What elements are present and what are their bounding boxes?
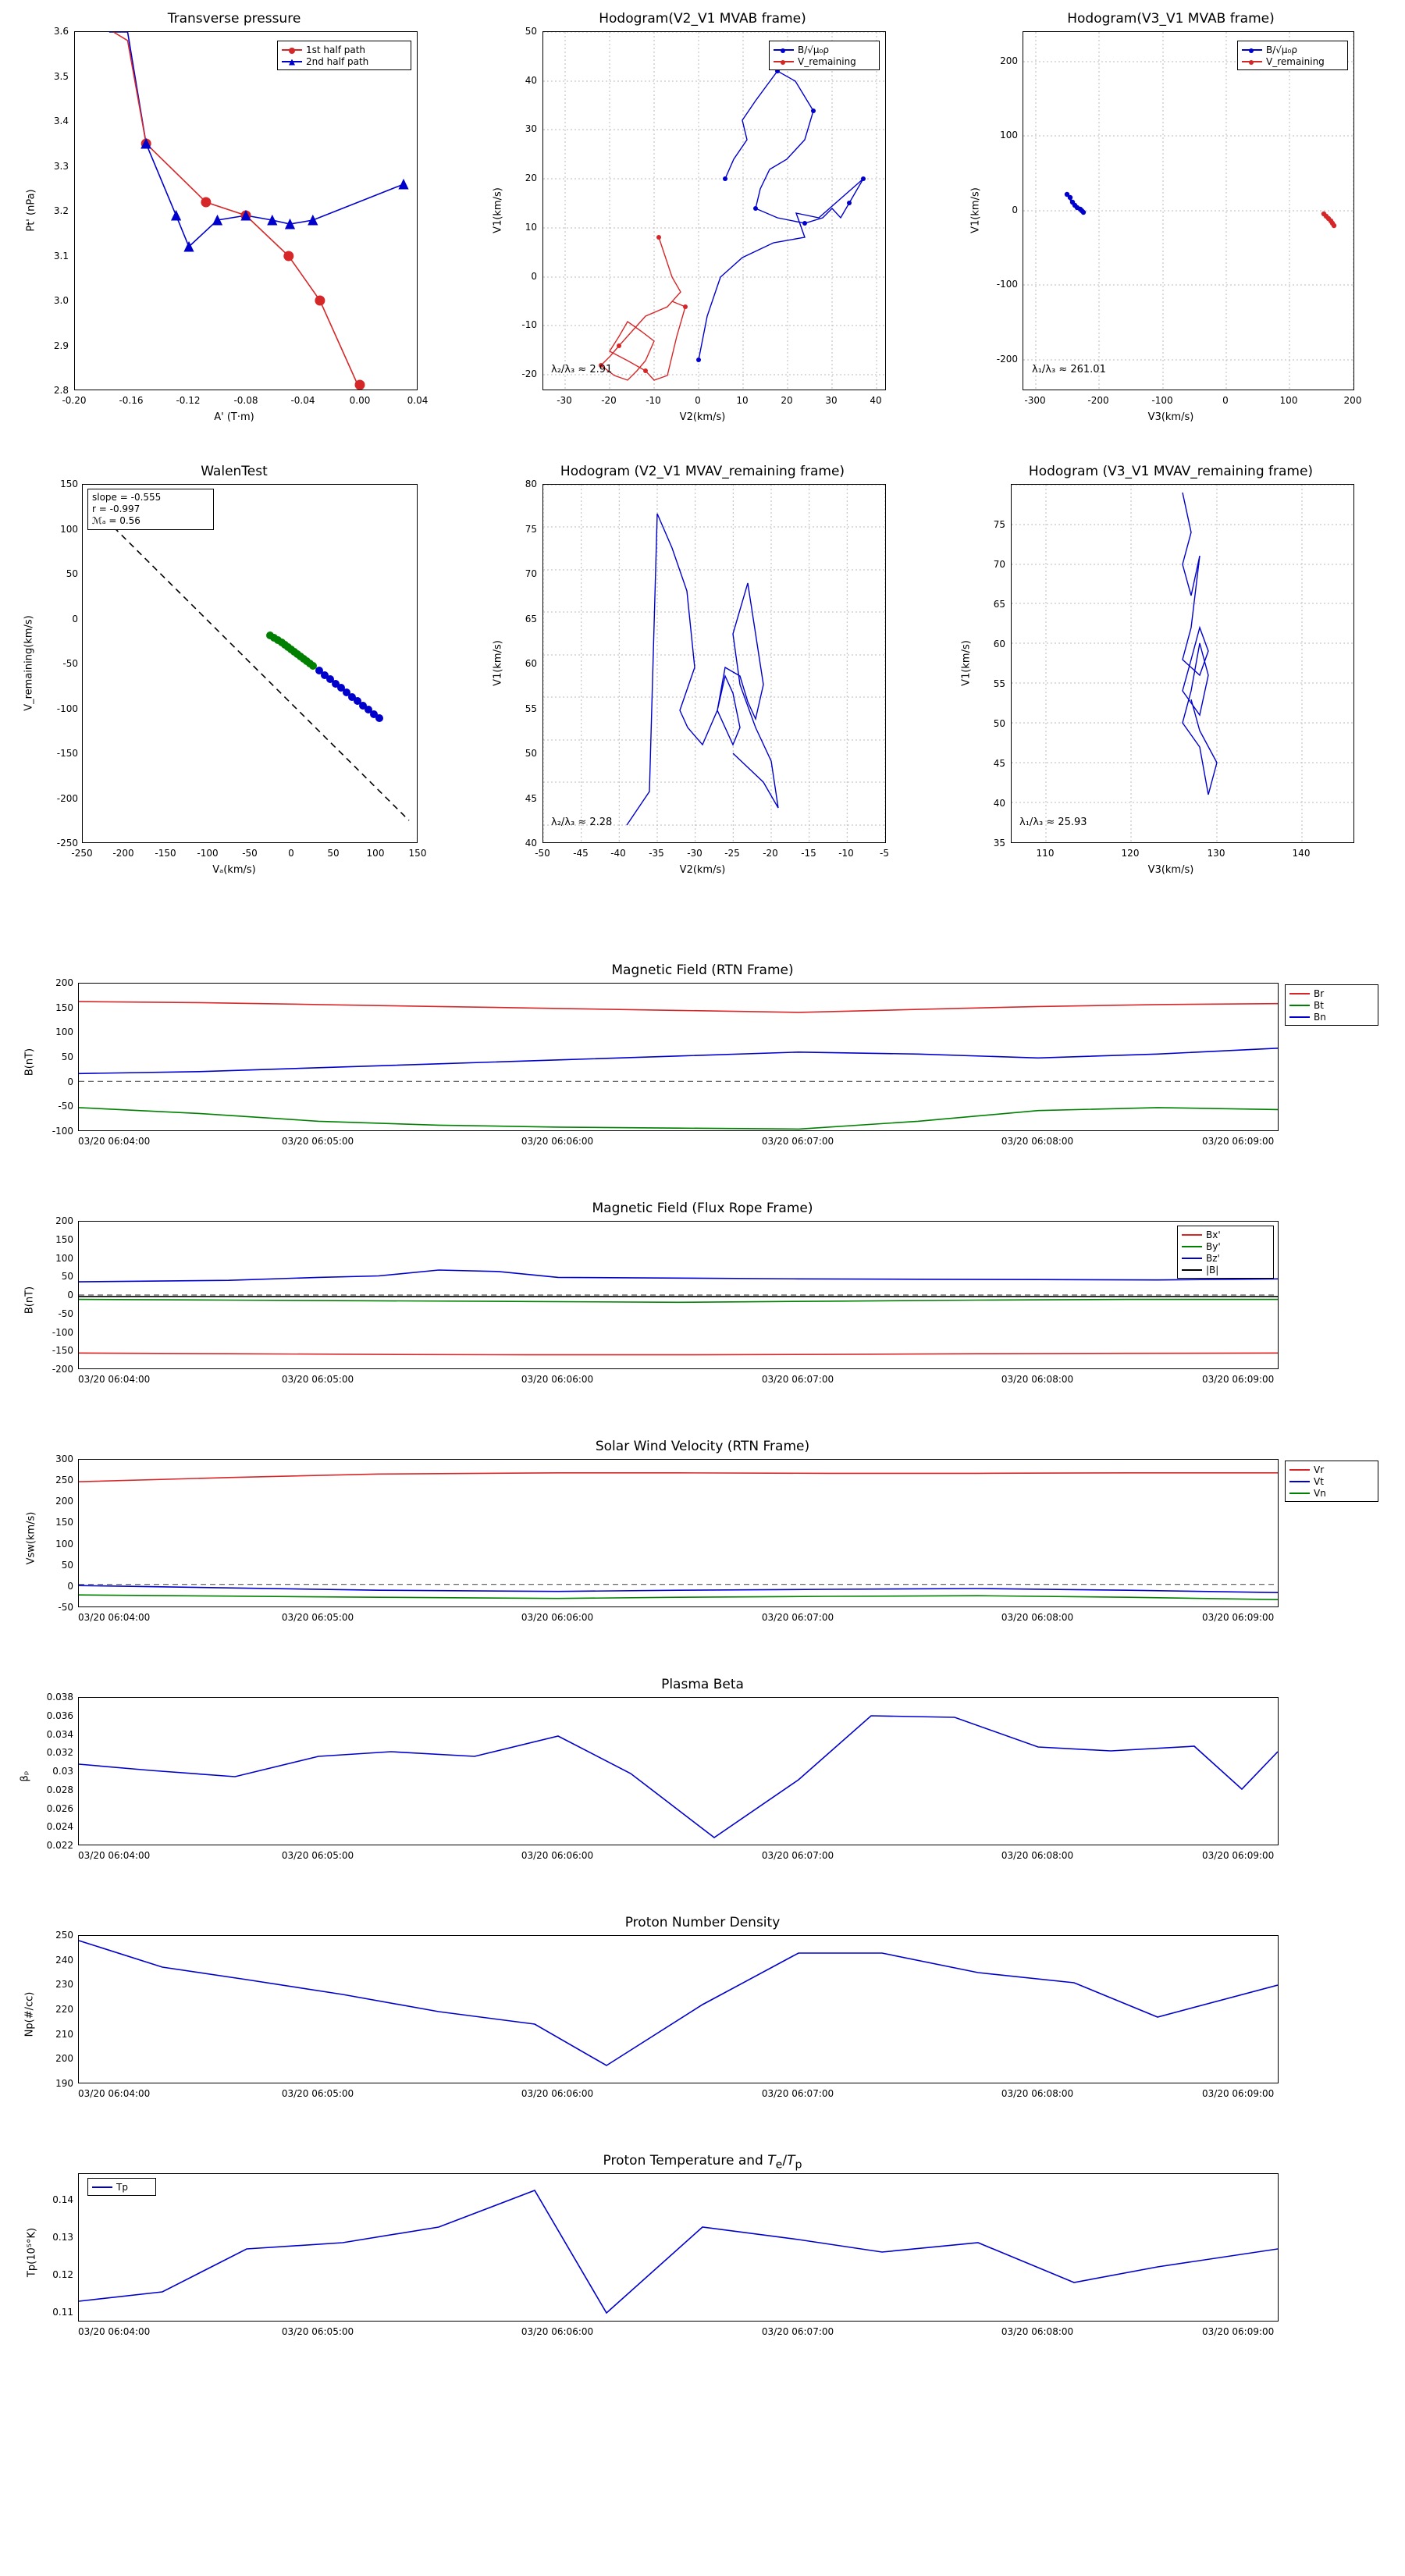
x-tick: 130 [1207, 848, 1225, 859]
y-tick: 3.4 [53, 116, 69, 126]
y-tick: 200 [55, 1215, 73, 1226]
y-axis-label: B(nT) [23, 1286, 36, 1315]
x-tick: -5 [880, 848, 889, 859]
plot-area [542, 484, 886, 843]
legend [1237, 41, 1348, 70]
legend-item: Bt [1289, 999, 1374, 1011]
legend-item: Vr [1289, 1464, 1374, 1475]
x-tick: 03/20 06:09:00 [1202, 2326, 1275, 2337]
fit-slope: slope = -0.555 [92, 492, 162, 503]
x-tick: 03/20 06:04:00 [78, 1850, 151, 1861]
legend-item: Bz' [1182, 1252, 1269, 1264]
legend [1285, 984, 1378, 1026]
eigenvalue-ratio-annotation: λ₂/λ₃ ≈ 2.91 [551, 364, 613, 375]
legend-item: Tp [92, 2181, 151, 2193]
x-axis-label: Vₐ(km/s) [212, 864, 256, 876]
y-axis-label: B(nT) [23, 1048, 36, 1076]
y-tick: 250 [55, 1475, 73, 1486]
y-tick: 240 [55, 1954, 73, 1966]
y-tick: 0.11 [52, 2307, 73, 2318]
y-tick: 220 [55, 2004, 73, 2015]
y-tick: 60 [525, 658, 537, 669]
y-tick: 0.036 [46, 1710, 73, 1721]
y-tick: 0.022 [46, 1840, 73, 1851]
y-tick: 100 [1000, 130, 1018, 141]
x-tick: 03/20 06:06:00 [521, 1136, 594, 1147]
x-tick: 100 [366, 848, 385, 859]
x-tick: 03/20 06:09:00 [1202, 1612, 1275, 1623]
x-tick: 03/20 06:05:00 [281, 1136, 354, 1147]
y-tick: -200 [56, 792, 78, 804]
x-axis-label: V2(km/s) [679, 411, 726, 423]
x-tick: -100 [197, 848, 219, 859]
y-tick: 50 [993, 718, 1005, 729]
panel-magnetic-field-rtn [0, 956, 1405, 1183]
x-tick: 100 [1279, 395, 1298, 406]
y-tick: 0.028 [46, 1784, 73, 1795]
plot-svg [1023, 32, 1353, 390]
legend-item: Vn [1289, 1487, 1374, 1499]
y-tick: 45 [993, 758, 1005, 769]
panel-title: Hodogram (V3_V1 MVAV_remaining frame) [1028, 464, 1314, 479]
y-tick: 0.034 [46, 1728, 73, 1740]
legend-item: 1st half path [282, 44, 407, 55]
y-tick: 75 [993, 519, 1005, 530]
plot-area [78, 1221, 1279, 1369]
y-tick: 40 [525, 75, 537, 86]
y-tick: 0.024 [46, 1821, 73, 1833]
x-tick: 03/20 06:08:00 [1001, 2088, 1074, 2099]
x-tick: 03/20 06:06:00 [521, 1612, 594, 1623]
legend-item: Vt [1289, 1475, 1374, 1487]
x-tick: -35 [649, 848, 664, 859]
y-tick: -10 [521, 319, 537, 330]
y-tick: 300 [55, 1453, 73, 1464]
y-tick: -100 [52, 1126, 73, 1137]
x-tick: 03/20 06:04:00 [78, 2088, 151, 2099]
plot-area [78, 1697, 1279, 1845]
y-tick: 20 [525, 173, 537, 183]
y-tick: 50 [525, 26, 537, 37]
x-tick: 03/20 06:08:00 [1001, 1136, 1074, 1147]
plot-svg [543, 485, 885, 842]
y-axis-label: Vsw(km/s) [25, 1511, 37, 1565]
x-tick: 03/20 06:04:00 [78, 1374, 151, 1385]
x-tick: 03/20 06:07:00 [761, 2088, 834, 2099]
legend-item: Br [1289, 987, 1374, 999]
y-axis-label: V1(km/s) [960, 640, 973, 686]
x-tick: 0.00 [349, 395, 371, 406]
panel-title: Magnetic Field (RTN Frame) [611, 962, 794, 978]
x-tick: 03/20 06:08:00 [1001, 2326, 1074, 2337]
legend-item: By' [1182, 1240, 1269, 1252]
y-tick: 250 [55, 1930, 73, 1941]
y-axis-label: V1(km/s) [492, 187, 504, 233]
y-tick: 10 [525, 222, 537, 233]
y-tick: 3.0 [53, 295, 69, 306]
x-tick: 03/20 06:07:00 [761, 2326, 834, 2337]
x-tick: -45 [573, 848, 589, 859]
y-tick: -20 [521, 368, 537, 379]
x-tick: -20 [763, 848, 778, 859]
legend-item: B/√μ₀ρ [1242, 44, 1343, 55]
y-tick: 150 [60, 479, 78, 489]
y-tick: 0 [67, 1580, 73, 1592]
panel-hodogram-v3v1-mvav [937, 453, 1405, 890]
panel-transverse-pressure [0, 0, 468, 437]
y-tick: 50 [525, 748, 537, 759]
legend-item: V_remaining [1242, 55, 1343, 67]
y-tick: -250 [56, 838, 78, 849]
legend-item: V_remaining [774, 55, 875, 67]
y-tick: 2.9 [53, 340, 69, 351]
x-tick: -40 [610, 848, 626, 859]
x-tick: 200 [1343, 395, 1362, 406]
x-tick: 03/20 06:04:00 [78, 1136, 151, 1147]
x-tick: 0.04 [407, 395, 429, 406]
plot-area [78, 2173, 1279, 2322]
y-tick: 50 [61, 1559, 73, 1571]
plot-area [78, 983, 1279, 1131]
panel-proton-number-density [0, 1909, 1405, 2135]
x-tick: 03/20 06:09:00 [1202, 2088, 1275, 2099]
x-tick: -50 [242, 848, 258, 859]
y-tick: 3.5 [53, 70, 69, 82]
y-tick: 75 [525, 523, 537, 535]
x-tick: 110 [1036, 848, 1055, 859]
panel-title: Proton Temperature and $T_e/T_p$ [603, 2153, 802, 2172]
plot-svg [79, 1460, 1278, 1606]
fit-r: r = -0.997 [92, 503, 140, 514]
x-tick: -10 [646, 395, 661, 406]
y-tick: -200 [996, 354, 1018, 365]
x-tick: 03/20 06:09:00 [1202, 1850, 1275, 1861]
panel-hodogram-v2v1-mvab [468, 0, 937, 437]
y-tick: 3.2 [53, 205, 69, 216]
x-tick: 120 [1121, 848, 1140, 859]
y-tick: 0.03 [52, 1766, 73, 1777]
plot-area [1011, 484, 1354, 843]
y-tick: -50 [58, 1602, 73, 1613]
y-tick: 55 [993, 678, 1005, 689]
eigenvalue-ratio-annotation: λ₁/λ₃ ≈ 25.93 [1019, 817, 1087, 828]
y-tick: -100 [52, 1326, 73, 1338]
x-tick: -200 [112, 848, 134, 859]
x-tick: -0.16 [119, 395, 144, 406]
x-axis-label: V2(km/s) [679, 864, 726, 876]
x-tick: -250 [71, 848, 93, 859]
y-tick: 0.14 [52, 2194, 73, 2205]
y-tick: 0 [67, 1076, 73, 1087]
x-tick: -300 [1024, 395, 1046, 406]
y-tick: 50 [61, 1051, 73, 1062]
panel-walen-test [0, 453, 468, 890]
y-tick: 50 [61, 1271, 73, 1283]
y-tick: 230 [55, 1979, 73, 1991]
y-tick: 30 [525, 123, 537, 134]
x-tick: 03/20 06:05:00 [281, 1612, 354, 1623]
plot-area [1023, 31, 1354, 390]
x-tick: 03/20 06:08:00 [1001, 1374, 1074, 1385]
y-tick: 0 [67, 1290, 73, 1300]
x-tick: 03/20 06:04:00 [78, 1612, 151, 1623]
plot-area [78, 1935, 1279, 2083]
y-tick: 35 [993, 838, 1005, 849]
y-tick: 0 [531, 271, 537, 282]
y-tick: 60 [993, 639, 1005, 649]
eigenvalue-ratio-annotation: λ₁/λ₃ ≈ 261.01 [1032, 364, 1106, 375]
x-tick: -0.04 [290, 395, 315, 406]
y-tick: 100 [60, 523, 78, 535]
plot-svg [1012, 485, 1353, 842]
legend-item: B/√μ₀ρ [774, 44, 875, 55]
panel-title: Hodogram(V2_V1 MVAB frame) [599, 11, 806, 27]
plot-svg [79, 1698, 1278, 1845]
y-tick: 0 [1012, 205, 1018, 215]
y-axis-label: V_remaining(km/s) [23, 615, 35, 711]
x-tick: -0.08 [233, 395, 258, 406]
legend [87, 2178, 156, 2196]
x-tick: 03/20 06:05:00 [281, 1850, 354, 1861]
y-tick: 190 [55, 2078, 73, 2089]
x-tick: 150 [408, 848, 427, 859]
fit-alfven-number: ℳₐ = 0.56 [92, 515, 140, 526]
x-tick: -15 [801, 848, 816, 859]
y-axis-label: Tp(10⁵°K) [26, 2227, 38, 2278]
plot-svg [543, 32, 885, 390]
y-tick: 3.6 [53, 26, 69, 37]
x-tick: 03/20 06:05:00 [281, 1374, 354, 1385]
x-tick: 0 [1222, 395, 1229, 406]
legend [277, 41, 411, 70]
y-tick: 0.026 [46, 1802, 73, 1814]
x-tick: 03/20 06:07:00 [761, 1136, 834, 1147]
x-tick: -0.12 [176, 395, 201, 406]
y-tick: 50 [66, 568, 78, 579]
y-tick: -50 [58, 1101, 73, 1112]
x-tick: 03/20 06:04:00 [78, 2326, 151, 2337]
legend-item: Bx' [1182, 1229, 1269, 1240]
x-tick: -20 [601, 395, 617, 406]
plot-svg [75, 32, 417, 390]
y-tick: 65 [525, 613, 537, 624]
y-axis-label: βₚ [19, 1770, 31, 1782]
panel-solar-wind-velocity-rtn [0, 1432, 1405, 1659]
y-tick: -150 [56, 748, 78, 759]
x-tick: -30 [557, 395, 572, 406]
legend-item: Bn [1289, 1011, 1374, 1023]
panel-title: Solar Wind Velocity (RTN Frame) [595, 1439, 810, 1454]
y-tick: 100 [55, 1538, 73, 1550]
x-tick: -25 [724, 848, 740, 859]
x-tick: 03/20 06:07:00 [761, 1374, 834, 1385]
x-tick: 03/20 06:07:00 [761, 1850, 834, 1861]
panel-proton-temperature [0, 2147, 1405, 2381]
y-tick: 70 [525, 568, 537, 579]
y-axis-label: Np(#/cc) [23, 1991, 36, 2037]
plot-area [542, 31, 886, 390]
panel-title: Magnetic Field (Flux Rope Frame) [592, 1201, 813, 1216]
y-axis-label: Pt' (nPa) [25, 189, 37, 232]
plot-area [74, 31, 418, 390]
legend-item: 2nd half path [282, 55, 407, 67]
x-tick: 03/20 06:07:00 [761, 1612, 834, 1623]
x-axis-label: V3(km/s) [1147, 864, 1194, 876]
plot-svg [79, 1222, 1278, 1368]
x-tick: 03/20 06:05:00 [281, 2326, 354, 2337]
x-tick: 03/20 06:06:00 [521, 1850, 594, 1861]
fit-stats-box [87, 489, 214, 530]
y-tick: 210 [55, 2028, 73, 2040]
y-tick: 0.038 [46, 1692, 73, 1703]
y-axis-label: V1(km/s) [969, 187, 982, 233]
x-tick: 03/20 06:06:00 [521, 1374, 594, 1385]
eigenvalue-ratio-annotation: λ₂/λ₃ ≈ 2.28 [551, 817, 613, 828]
x-tick: 0 [288, 848, 294, 859]
y-tick: -200 [52, 1364, 73, 1375]
y-tick: 0 [72, 613, 78, 624]
panel-title: Proton Number Density [624, 1915, 781, 1930]
plot-svg [79, 2174, 1278, 2321]
plot-area [78, 1459, 1279, 1607]
legend [1177, 1226, 1274, 1279]
x-tick: 03/20 06:08:00 [1001, 1612, 1074, 1623]
y-tick: 150 [55, 1002, 73, 1013]
x-axis-label: A' (T·m) [214, 411, 254, 423]
y-tick: 55 [525, 703, 537, 714]
y-tick: 200 [55, 1496, 73, 1507]
y-tick: 0.12 [52, 2269, 73, 2280]
y-tick: 65 [993, 599, 1005, 610]
x-tick: 40 [870, 395, 882, 406]
x-tick: 0 [695, 395, 701, 406]
y-tick: 40 [993, 798, 1005, 809]
y-tick: 200 [55, 2053, 73, 2065]
y-tick: 100 [55, 1026, 73, 1038]
x-tick: -30 [687, 848, 702, 859]
x-tick: 03/20 06:09:00 [1202, 1374, 1275, 1385]
x-tick: 10 [736, 395, 749, 406]
legend-item: |B| [1182, 1264, 1269, 1276]
y-tick: 100 [55, 1252, 73, 1264]
y-axis-label: V1(km/s) [492, 640, 504, 686]
legend [769, 41, 880, 70]
y-tick: -100 [996, 279, 1018, 290]
x-tick: 03/20 06:09:00 [1202, 1136, 1275, 1147]
x-tick: -100 [1151, 395, 1173, 406]
x-axis-label: V3(km/s) [1147, 411, 1194, 423]
x-tick: -0.20 [62, 395, 87, 406]
x-tick: -10 [838, 848, 854, 859]
y-tick: 80 [525, 479, 537, 489]
y-tick: 150 [55, 1517, 73, 1528]
x-tick: -50 [535, 848, 550, 859]
panel-hodogram-v3v1-mvab [937, 0, 1405, 437]
panel-hodogram-v2v1-mvav [468, 453, 937, 890]
x-tick: 140 [1292, 848, 1311, 859]
x-tick: 30 [825, 395, 838, 406]
y-tick: 40 [525, 838, 537, 849]
x-tick: 20 [781, 395, 793, 406]
plot-area [82, 484, 418, 843]
y-tick: 200 [1000, 55, 1018, 66]
x-tick: 50 [327, 848, 340, 859]
x-tick: -200 [1087, 395, 1109, 406]
x-tick: 03/20 06:08:00 [1001, 1850, 1074, 1861]
y-tick: -100 [56, 703, 78, 714]
panel-title: Plasma Beta [661, 1677, 744, 1692]
panel-title: Hodogram (V2_V1 MVAV_remaining frame) [560, 464, 845, 479]
y-tick: 200 [55, 977, 73, 988]
x-tick: 03/20 06:05:00 [281, 2088, 354, 2099]
y-tick: -50 [62, 658, 78, 669]
y-tick: -50 [58, 1308, 73, 1319]
legend [1285, 1461, 1378, 1502]
y-tick: 70 [993, 559, 1005, 570]
y-tick: 3.3 [53, 160, 69, 172]
y-tick: 0.13 [52, 2232, 73, 2243]
plot-svg [79, 984, 1278, 1130]
panel-magnetic-field-flux-rope [0, 1194, 1405, 1421]
y-tick: -150 [52, 1345, 73, 1357]
panel-title: Transverse pressure [167, 11, 301, 27]
plot-svg [79, 1936, 1278, 2083]
y-tick: 45 [525, 792, 537, 804]
panel-plasma-beta [0, 1670, 1405, 1897]
y-tick: 0.032 [46, 1747, 73, 1759]
y-tick: 150 [55, 1233, 73, 1245]
panel-title: WalenTest [201, 464, 268, 479]
plot-svg [83, 485, 417, 842]
x-tick: 03/20 06:06:00 [521, 2088, 594, 2099]
y-tick: 3.1 [53, 250, 69, 262]
x-tick: 03/20 06:06:00 [521, 2326, 594, 2337]
panel-title: Hodogram(V3_V1 MVAB frame) [1067, 11, 1275, 27]
y-tick: 2.8 [53, 385, 69, 396]
x-tick: -150 [155, 848, 176, 859]
